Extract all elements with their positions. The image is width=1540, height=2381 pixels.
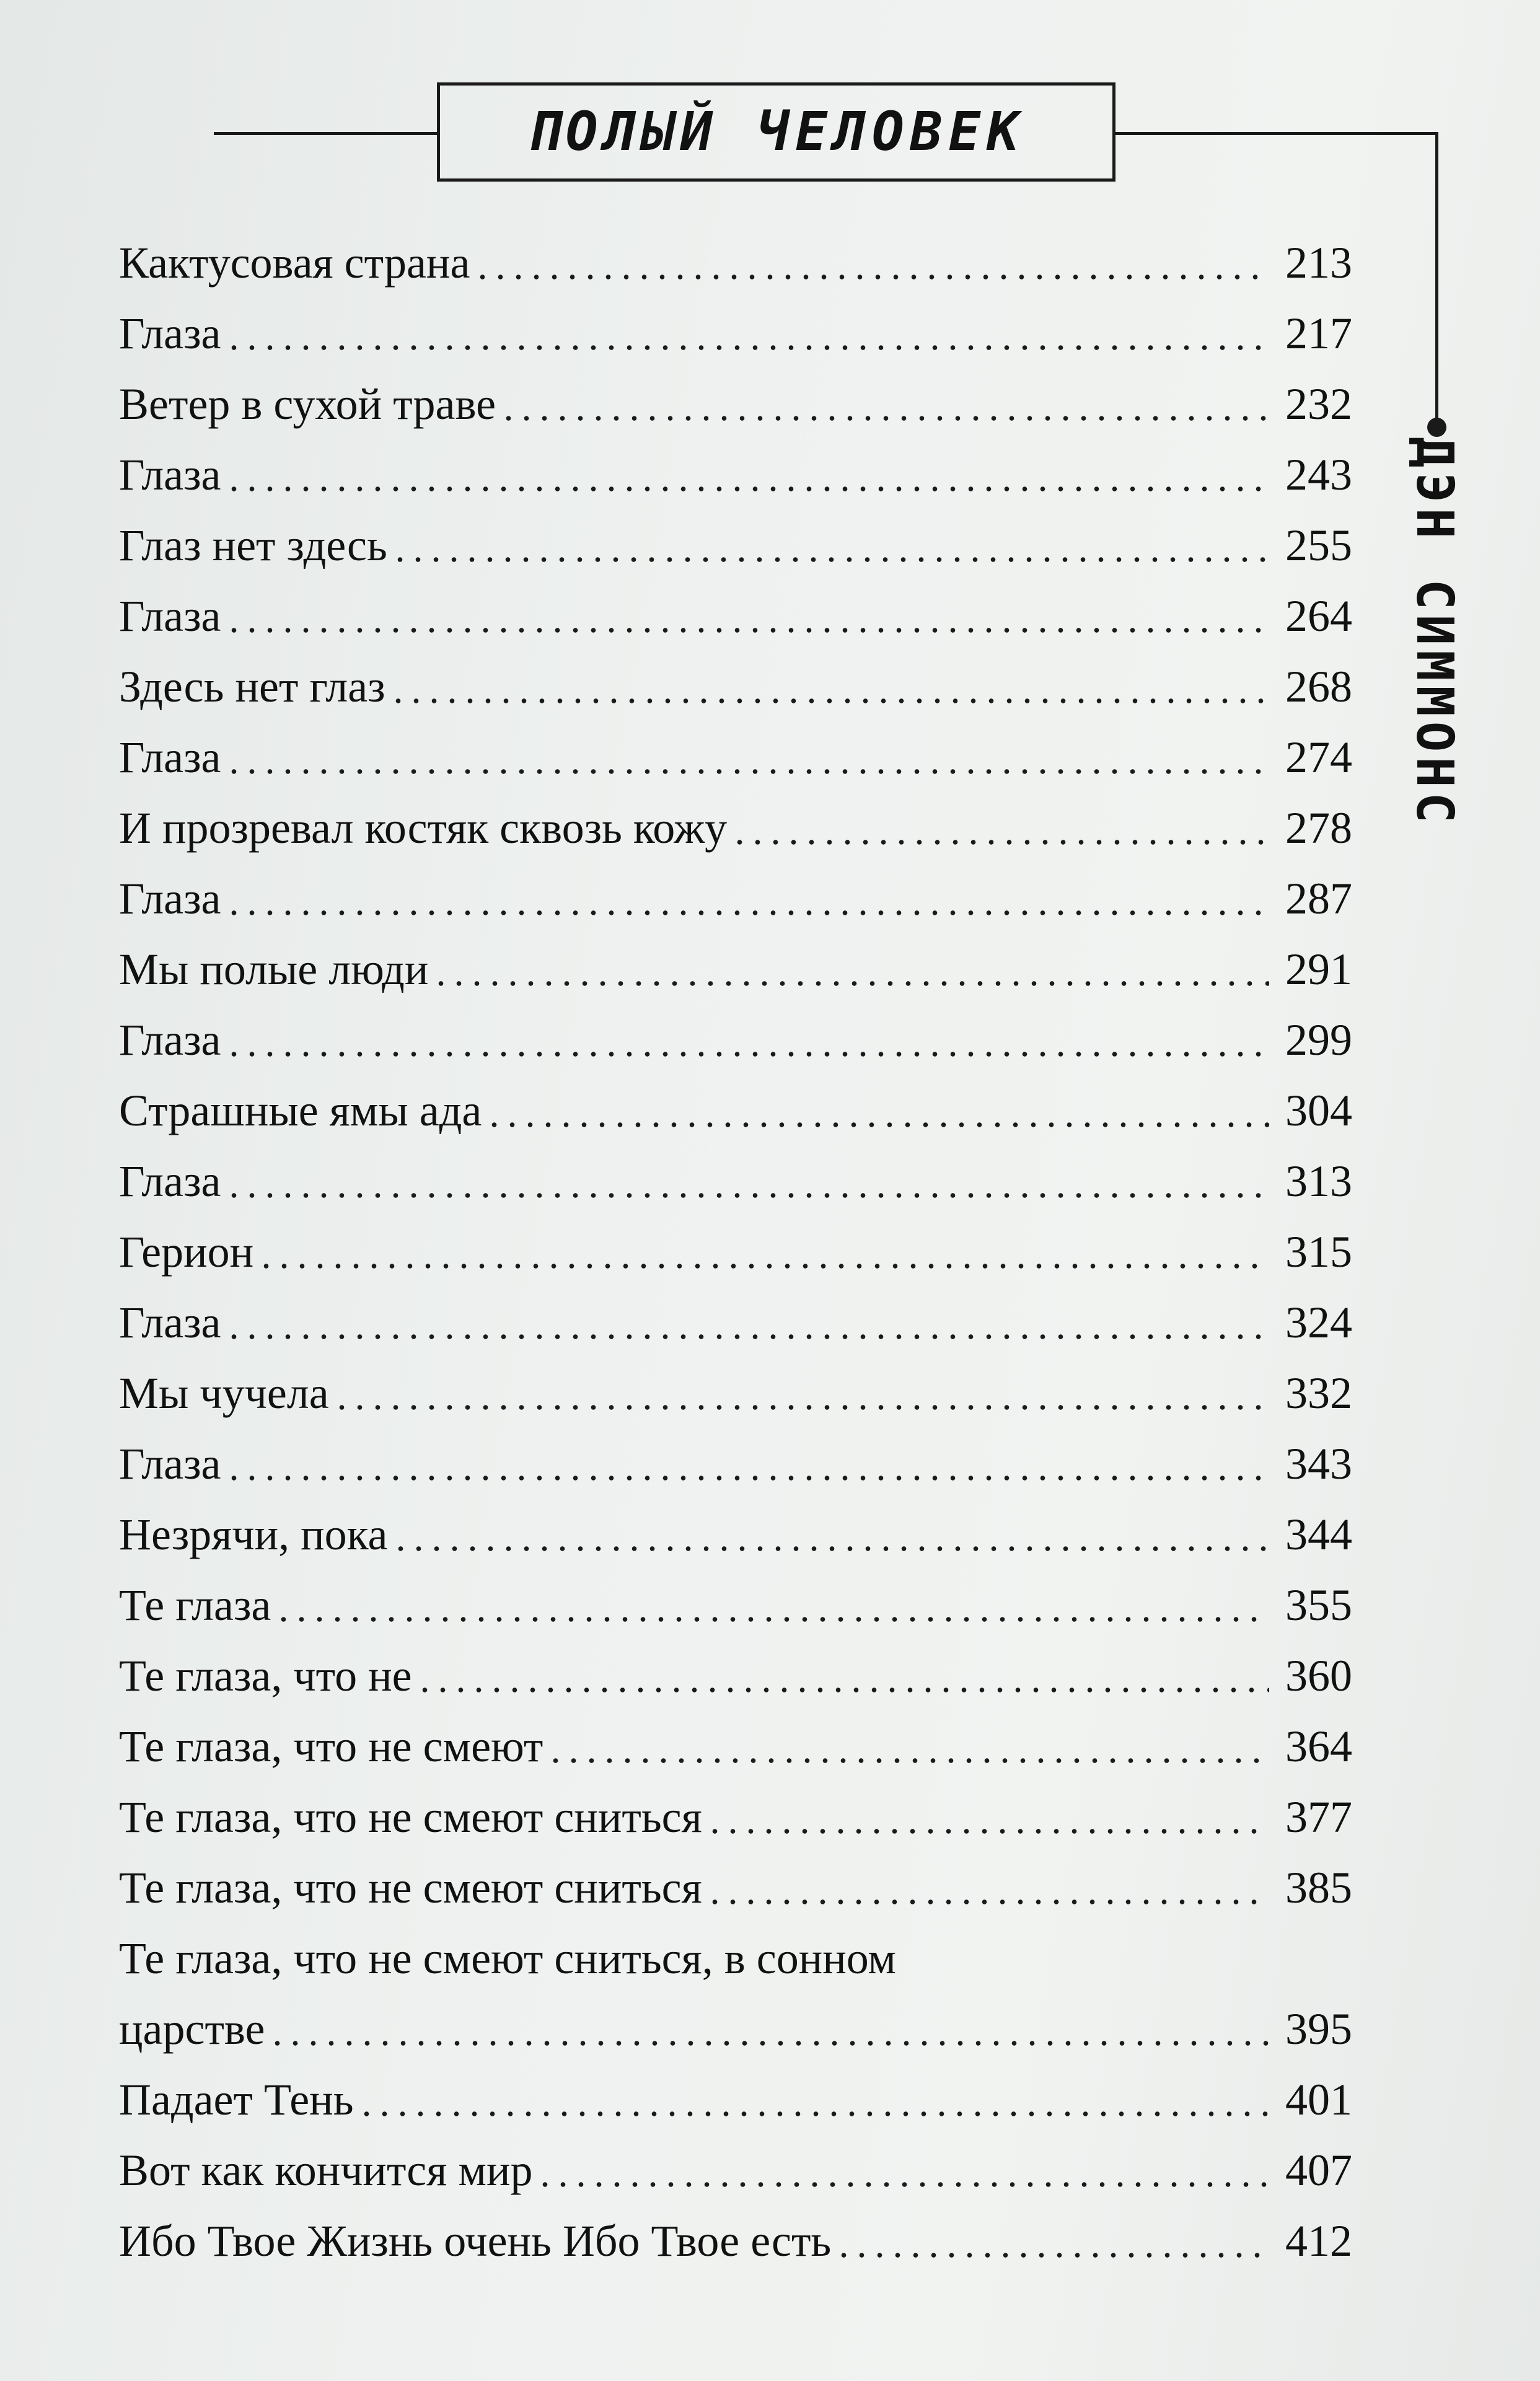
toc-entry-page: 274	[1285, 733, 1352, 782]
toc-entry	[119, 1774, 1352, 1845]
toc-entry	[119, 1562, 1352, 1633]
toc-leader-dots	[225, 486, 1270, 491]
toc-leader-dots	[416, 1688, 1269, 1692]
toc-entry-title: Те глаза	[119, 1580, 271, 1630]
toc-entry-page: 344	[1285, 1510, 1352, 1559]
toc-entry-page: 407	[1285, 2146, 1352, 2195]
toc-entry-page: 412	[1285, 2216, 1352, 2266]
toc-entry	[119, 291, 1352, 361]
toc-entry-page: 360	[1285, 1651, 1352, 1701]
toc-leader-dots	[389, 698, 1269, 703]
toc-entry	[119, 785, 1352, 856]
toc-entry-page: 291	[1285, 944, 1352, 994]
toc-entry-title: Те глаза, что не смеют сниться, в сонном	[119, 1934, 896, 1983]
toc-entry-title: Глаза	[119, 1298, 221, 1347]
toc-leader-dots	[225, 345, 1270, 350]
toc-entry-page: 324	[1285, 1298, 1352, 1347]
toc-entry	[119, 573, 1352, 644]
toc-leader-dots	[731, 840, 1269, 845]
toc-leader-dots	[485, 1122, 1269, 1127]
toc-entry-page: 355	[1285, 1580, 1352, 1630]
toc-entry-title: Глаза	[119, 1156, 221, 1206]
toc-leader-dots	[225, 769, 1270, 774]
toc-leader-dots	[333, 1405, 1269, 1410]
toc-entry	[119, 926, 1352, 997]
toc-entry-title: Мы полые люди	[119, 944, 429, 994]
toc-entry-title: Вот как кончится мир	[119, 2146, 533, 2195]
toc-entry	[119, 1068, 1352, 1138]
toc-entry-title: И прозревал костяк сквозь кожу	[119, 803, 728, 853]
side-author-box	[1388, 436, 1481, 828]
toc-entry-title: Те глаза, что не смеют	[119, 1722, 543, 1771]
toc-entry	[119, 1845, 1352, 1916]
toc-entry	[119, 1350, 1352, 1421]
running-title: ПОЛЫЙ ЧЕЛОВЕК	[527, 101, 1026, 163]
toc-entry-title: Глаза	[119, 874, 221, 923]
toc-entry-title: Здесь нет глаз	[119, 662, 385, 711]
toc-entry	[119, 644, 1352, 715]
toc-leader-dots	[391, 557, 1269, 562]
toc-leader-dots	[432, 981, 1269, 986]
toc-entry-page: 377	[1285, 1792, 1352, 1842]
toc-leader-dots	[358, 2111, 1269, 2116]
header-rule-dot	[1427, 418, 1446, 437]
toc-entry-page: 313	[1285, 1156, 1352, 1206]
toc-leader-dots	[225, 1193, 1270, 1198]
toc-leader-dots	[225, 628, 1270, 633]
toc-entry-page: 315	[1285, 1227, 1352, 1277]
toc-entry-title: Глаза	[119, 733, 221, 782]
toc-entry	[119, 1704, 1352, 1774]
toc-entry-page: 243	[1285, 450, 1352, 500]
side-author-name: ДЭН СИММОНС	[1405, 436, 1464, 828]
toc-leader-dots	[268, 2041, 1269, 2046]
table-of-contents	[119, 220, 1352, 2269]
toc-entry-title: Незрячи, пока	[119, 1510, 388, 1559]
toc-entry-title: царстве	[119, 2004, 265, 2054]
toc-entry-title: Мы чучела	[119, 1368, 329, 1418]
toc-entry-page: 304	[1285, 1086, 1352, 1135]
toc-entry-page: 264	[1285, 591, 1352, 641]
toc-entry	[119, 1916, 1352, 1986]
toc-entry	[119, 1421, 1352, 1492]
toc-entry-page: 255	[1285, 521, 1352, 570]
toc-entry-page: 343	[1285, 1439, 1352, 1489]
header-rule-right	[1115, 132, 1438, 135]
toc-leader-dots	[225, 910, 1270, 915]
toc-leader-dots	[392, 1546, 1269, 1551]
toc-entry	[119, 432, 1352, 503]
header-rule-vertical	[1435, 132, 1438, 423]
toc-leader-dots	[473, 275, 1269, 279]
toc-entry	[119, 1280, 1352, 1350]
toc-entry-title: Глаз нет здесь	[119, 521, 387, 570]
toc-leader-dots	[257, 1264, 1269, 1269]
toc-entry	[119, 2057, 1352, 2128]
toc-entry-title: Глаза	[119, 1015, 221, 1065]
toc-leader-dots	[225, 1052, 1270, 1057]
toc-entry-page: 299	[1285, 1015, 1352, 1065]
toc-leader-dots	[547, 1758, 1269, 1763]
toc-leader-dots	[225, 1334, 1270, 1339]
running-title-box	[437, 82, 1115, 182]
toc-entry-page: 385	[1285, 1863, 1352, 1912]
toc-entry-title: Глаза	[119, 450, 221, 500]
toc-entry-title: Глаза	[119, 591, 221, 641]
toc-entry	[119, 361, 1352, 432]
toc-entry-page: 268	[1285, 662, 1352, 711]
toc-entry-page: 217	[1285, 309, 1352, 358]
toc-entry-title: Те глаза, что не	[119, 1651, 412, 1701]
toc-leader-dots	[706, 1829, 1269, 1834]
toc-entry	[119, 2198, 1352, 2269]
toc-entry-title: Кактусовая страна	[119, 238, 470, 288]
toc-entry	[119, 1138, 1352, 1209]
toc-leader-dots	[536, 2182, 1269, 2187]
toc-leader-dots	[499, 416, 1269, 421]
toc-entry	[119, 997, 1352, 1068]
toc-entry	[119, 1986, 1352, 2057]
toc-entry-title: Падает Тень	[119, 2075, 354, 2124]
toc-entry-title: Ибо Твое Жизнь очень Ибо Твое есть	[119, 2216, 832, 2266]
toc-entry-page: 364	[1285, 1722, 1352, 1771]
toc-entry	[119, 220, 1352, 291]
toc-entry-title: Ветер в сухой траве	[119, 379, 496, 429]
toc-entry	[119, 1633, 1352, 1704]
toc-leader-dots	[835, 2253, 1269, 2258]
toc-entry-page: 401	[1285, 2075, 1352, 2124]
toc-leader-dots	[706, 1899, 1269, 1904]
toc-entry-title: Глаза	[119, 1439, 221, 1489]
toc-entry-page: 332	[1285, 1368, 1352, 1418]
toc-entry-page: 213	[1285, 238, 1352, 288]
toc-entry	[119, 1492, 1352, 1562]
toc-entry-page: 395	[1285, 2004, 1352, 2054]
toc-entry	[119, 715, 1352, 785]
toc-entry-page: 232	[1285, 379, 1352, 429]
toc-leader-dots	[275, 1617, 1269, 1622]
toc-entry-title: Герион	[119, 1227, 254, 1277]
toc-entry-title: Глаза	[119, 309, 221, 358]
toc-entry	[119, 503, 1352, 573]
toc-entry-title: Страшные ямы ада	[119, 1086, 482, 1135]
toc-leader-dots	[225, 1476, 1270, 1481]
toc-entry-page: 278	[1285, 803, 1352, 853]
toc-entry-page: 287	[1285, 874, 1352, 923]
toc-entry-title: Те глаза, что не смеют сниться	[119, 1863, 702, 1912]
toc-entry	[119, 2128, 1352, 2198]
toc-entry-title: Те глаза, что не смеют сниться	[119, 1792, 702, 1842]
toc-entry	[119, 856, 1352, 926]
header-rule-left	[214, 132, 437, 135]
toc-entry	[119, 1209, 1352, 1280]
